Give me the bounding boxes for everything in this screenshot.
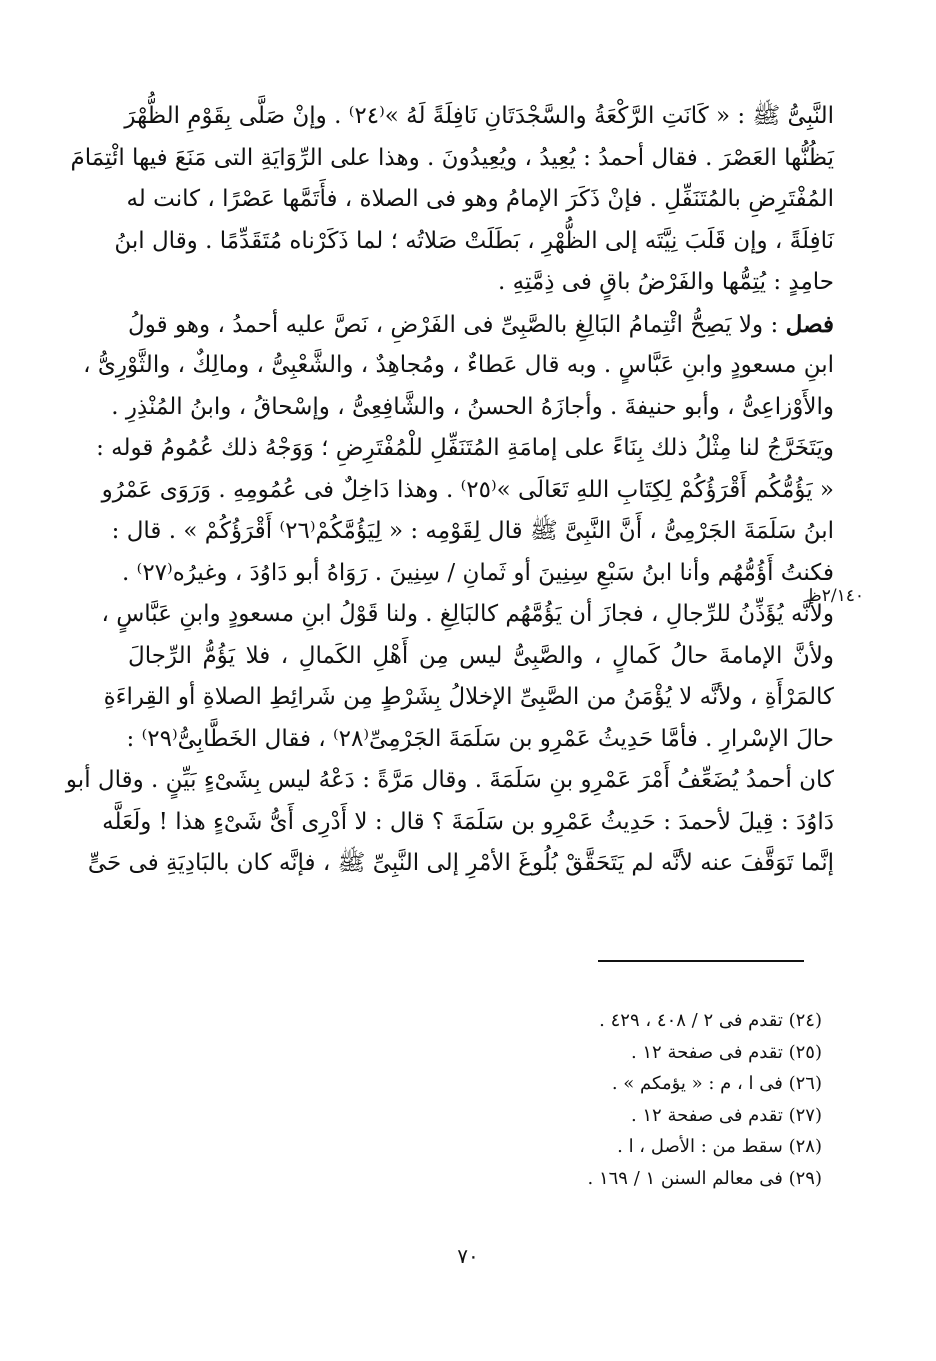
section-line: ويَتَخَرَّجُ لنا مِثْلُ ذلك بِنَاءً على إمامَةِ المُتَنَفِّلِ للْمُفْتَرِضِ ؛ وَوَجْهُ ذلك عُمُومُ قوله : (96, 435, 834, 461)
section-line: دَاوُدَ : قِيلَ لأحمدَ : حَدِيثُ عَمْرِو بن سَلَمَةَ ؟ قال : لا أَدْرِى أَىُّ شَىْءٍ هذا ! ولَعَلَّه (102, 808, 834, 835)
section-first-line (128, 304, 834, 346)
footnote: (٢٧) تقدم فى صفحة ١٢ . (630, 1104, 822, 1126)
section-line: حالَ الإسْرارِ . فأمَّا حَدِيثُ عَمْرِو بن سَلَمَةَ الجَرْمِىِّ⁽٢٨⁾ ، فقال الخَطَّابِىُّ⁽٢٩⁾ : (126, 725, 834, 752)
margin-manuscript-reference: ٢/١٤٠ظ (806, 586, 864, 606)
section-line: والأَوْزاعِىُّ ، وأبو حنيفةَ . وأجازَهُ الحسنُ ، والشَّافِعِىُّ ، وإسْحاقُ ، وابنُ المُنْذِرِ . (111, 393, 834, 420)
section-line: فكنتُ أَؤُمُّهُم وأنا ابنُ سَبْعِ سِنِينَ أو ثَمانِ / سِنِينَ . رَوَاهُ أبو دَاوُدَ ، وغيرُه⁽٢٧⁾ . (122, 559, 834, 586)
section-heading: فصل (785, 310, 835, 338)
section-line: كان أحمدُ يُضَعِّفُ أَمْرَ عَمْرِو بنِ سَلَمَةَ . وقال مَرَّةً : دَعْهُ ليس بِشَىْءٍ بَيِّنٍ . وقال أبو (65, 767, 834, 793)
footnote-divider (598, 960, 804, 962)
body-line: النَّبِىُّ ﷺ : « كَانَتِ الرَّكْعَةُ والسَّجْدَتَانِ نَافِلَةً لَهُ »⁽٢٤⁾ . وإنْ صَلَّى بِقَوْمِ الظُّهْرَ (124, 103, 834, 129)
footnote: (٢٩) فى معالم السنن ١ / ١٦٩ . (587, 1167, 822, 1189)
section-line: ولأنَّ الإمامةَ حالُ كَمالٍ ، والصَّبِىُّ ليس مِن أَهْلِ الكَمالِ ، فلا يَؤُمُّ الرِّجالَ (128, 642, 834, 669)
footnotes (400, 1005, 822, 1195)
body-line: نَافِلَةً ، وإن قَلَبَ نِيَّتَه إلى الظُّهْرِ ، بَطَلَتْ صَلاتُه ؛ لما ذَكَرْناه مُتَقَدِّمًا . وقال ابنُ (114, 227, 834, 254)
body-line: حامِدٍ : يُتِمُّها والفَرْضُ باقٍ فى ذِمَّتِهِ . (498, 269, 834, 295)
section-line-text: : ولا يَصِحُّ ائْتِمامُ البَالِغِ بالصَّبِىِّ فى الفَرْضِ ، نَصَّ عليه أحمدُ ، وهو قولُ (128, 311, 779, 338)
section-line: « يَؤُمُّكُم أَقْرَؤُكُمْ لِكِتَابِ اللهِ تَعَالَى »⁽٢٥⁾ . وهذا دَاخِلٌ فى عُمُومِهِ . وَرَوَى عَمْرُو (101, 476, 834, 503)
section-line: ابنُ سَلَمَةَ الجَرْمِىُّ ، أَنَّ النَّبِىَّ ﷺ قال لِقَوْمِه : « لِيَؤُمَّكُمْ⁽٢٦⁾ أَقْرَؤُكُمْ » . قال : (111, 518, 834, 544)
section-line: ابنِ مسعودٍ وابنِ عَبَّاسٍ . وبه قال عَطاءٌ ، ومُجاهِدٌ ، والشَّعْبِىُّ ، ومالِكٌ ، والثَّوْرِىُّ ، (83, 352, 834, 378)
footnote: (٢٤) تقدم فى ٢ / ٤٠٨ ، ٤٢٩ . (599, 1010, 822, 1031)
body-line: المُفْتَرِضِ بالمُتَنَفِّلِ . فإنْ ذَكَرَ الإمامُ وهو فى الصلاة ، فأَتَمَّها عَصْرًا ، كانت له (126, 186, 834, 212)
section-line: كالمَرْأَةِ ، ولأنَّه لا يُؤْمَنُ من الصَّبِىِّ الإخلالُ بِشَرْطٍ مِن شَرائِطِ الصلاةِ أو القِراءَةِ (103, 684, 834, 710)
page-number: ٧٠ (457, 1244, 479, 1268)
section-line: ولأنَّه يُؤَذِّنُ للرِّجالِ ، فجازَ أن يَؤُمَّهُم كالبَالِغِ . ولنا قَوْلُ ابنِ مسعودٍ وابنِ عَبَّاسٍ ، (101, 601, 834, 627)
footnote: (٢٨) سقط من : الأصل ، ا . (617, 1136, 822, 1158)
section-line: إنَّما تَوَقَّفَ عنه لأنَّه لم يَتَحَقَّقْ بُلُوغَ الأمْرِ إلى النَّبِىِّ ﷺ ، فإنَّه كان بالبَادِيَةِ فى حَىٍّ (87, 850, 834, 876)
body-line: يَظُنُّها العَصْرَ . فقال أحمدُ : يُعِيدُ ، ويُعِيدُونَ . وهذا على الرِّوَايَةِ التى مَنَعَ فيها ائْتِمَامَ (70, 144, 834, 171)
footnote: (٢٦) فى ا ، م : « يؤمكم » . (611, 1073, 822, 1095)
footnote: (٢٥) تقدم فى صفحة ١٢ . (630, 1041, 822, 1063)
